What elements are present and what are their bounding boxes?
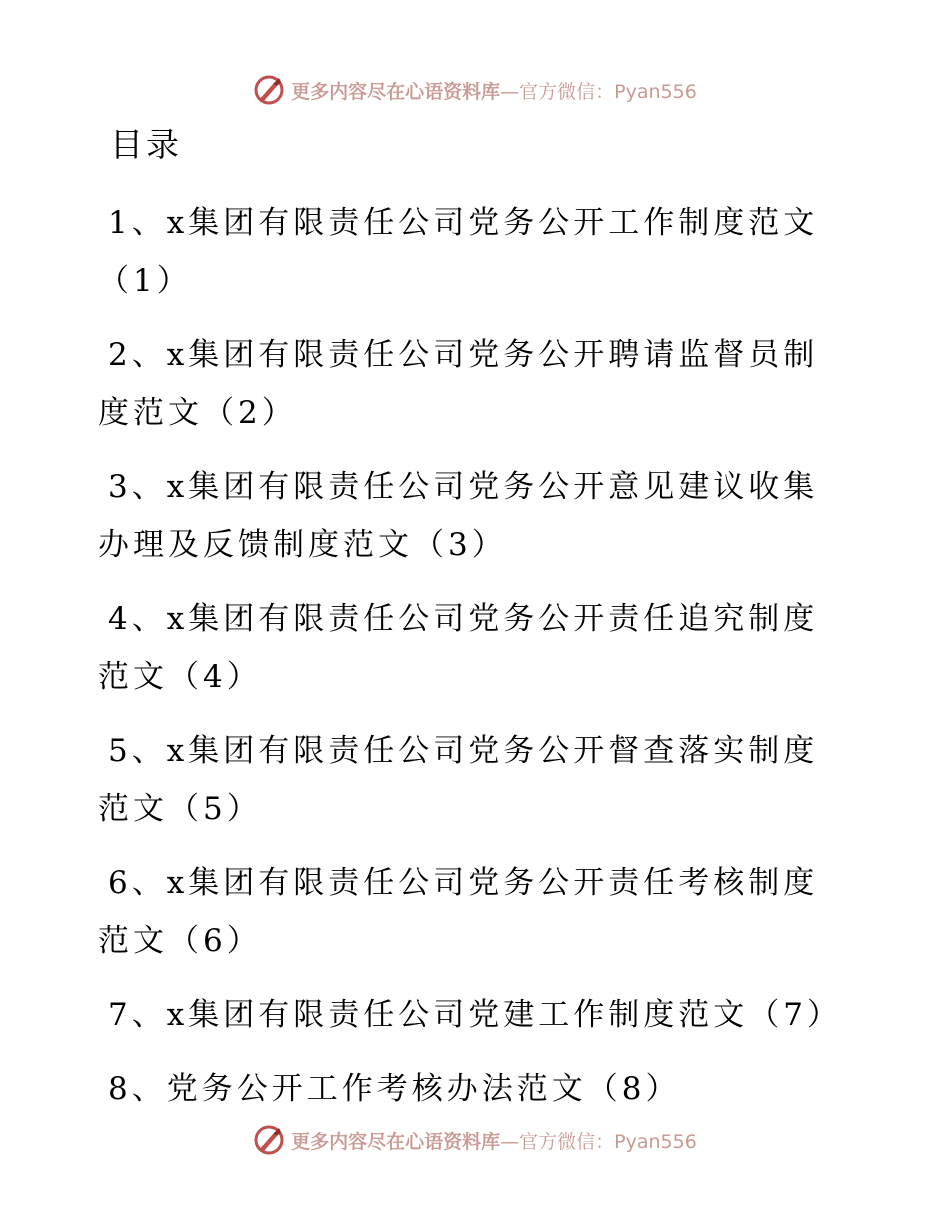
- toc-item-4: 4、x集团有限责任公司党务公开责任追究制度范文（4）: [98, 601, 819, 695]
- banner-site-text: 更多内容尽在心语资料库: [291, 1130, 501, 1153]
- toc-item-2: 2、x集团有限责任公司党务公开聘请监督员制度范文（2）: [98, 337, 819, 431]
- toc-item-1: 1、x集团有限责任公司党务公开工作制度范文（1）: [98, 205, 819, 299]
- pen-logo-icon: [253, 1124, 285, 1156]
- toc-item-3: 3、x集团有限责任公司党务公开意见建议收集办理及反馈制度范文（3）: [98, 469, 819, 563]
- footer-banner: [0, 1120, 950, 1160]
- toc-item-5: 5、x集团有限责任公司党务公开督查落实制度范文（5）: [98, 733, 819, 827]
- banner-wechat-text: —官方微信：Pyan556: [500, 1130, 697, 1153]
- banner-site-text: 更多内容尽在心语资料库: [291, 80, 501, 103]
- pen-logo-icon: [253, 74, 285, 106]
- toc-list: [98, 194, 846, 1134]
- header-banner: [0, 70, 950, 110]
- toc-item-6: 6、x集团有限责任公司党务公开责任考核制度范文（6）: [98, 865, 819, 959]
- toc-item-7: 7、x集团有限责任公司党建工作制度范文（7）: [108, 997, 842, 1033]
- toc-title: 目录: [110, 125, 182, 164]
- banner-wechat-text: —官方微信：Pyan556: [500, 80, 697, 103]
- toc-item-8: 8、党务公开工作考核办法范文（8）: [108, 1071, 681, 1107]
